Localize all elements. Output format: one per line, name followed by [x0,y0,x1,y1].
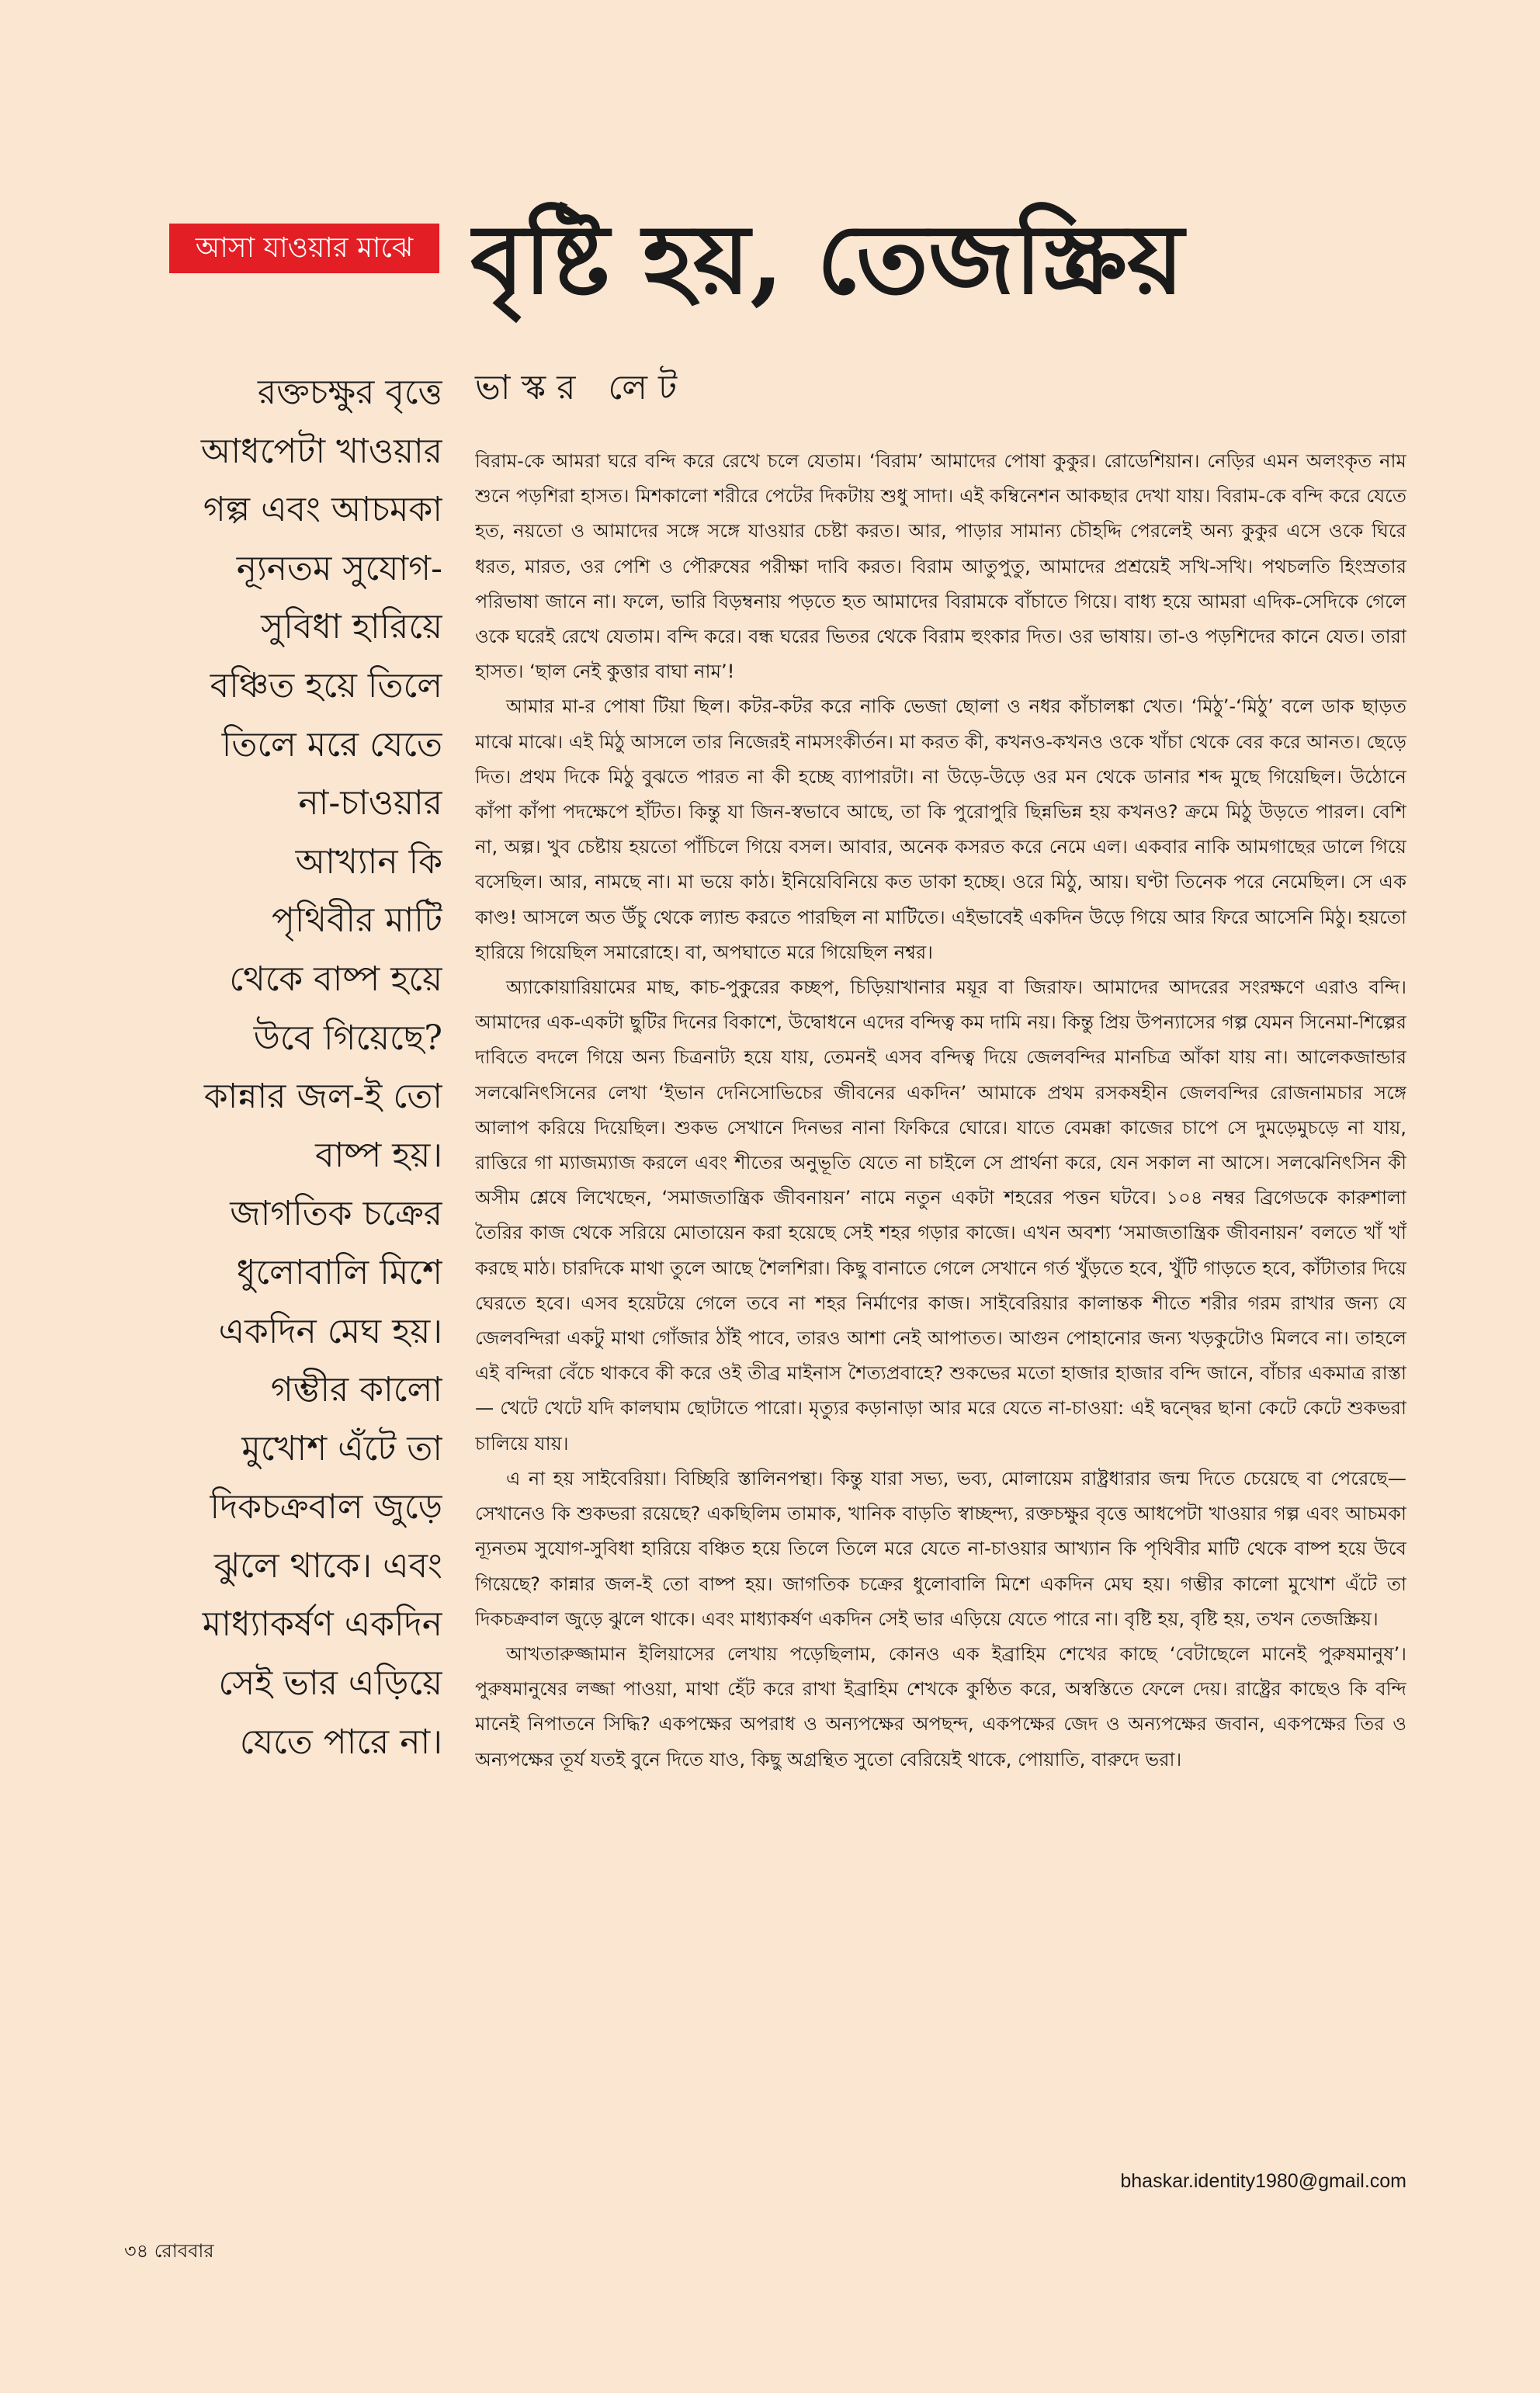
pull-quote-line: আধপেটা খাওয়ার [200,431,442,471]
article-paragraph: বিরাম-কে আমরা ঘরে বন্দি করে রেখে চলে যেতাম। ‘বিরাম’ আমাদের পোষা কুকুর। রোডেশিয়ান। নেড়ির এমন অলংকৃত নাম শুনে পড়শিরা হাসত। মিশকালো শরীরে পেটের দিকটায় শুধু সাদা। এই কম্বিনেশন আকছার দেখা যায়। বিরাম-কে বন্দি করে যেতে হত, নয়তো ও আমাদের সঙ্গে সঙ্গে যাওয়ার চেষ্টা করত। আর, পাড়ার সামান্য চৌহদ্দি পেরলেই অন্য কুকুর এসে ওকে ঘিরে ধরত, মারত, ওর পেশি ও পৌরুষের পরীক্ষা দাবি করত। বিরাম আতুপুতু, আমাদের প্রশ্রয়েই সখি-সখি। পথচলতি হিংস্রতার পরিভাষা জানে না। ফলে, ভারি বিড়ম্বনায় পড়তে হত আমাদের বিরামকে বাঁচাতে গিয়ে। বাধ্য হয়ে আমরা এদিক-সেদিকে গেলে ওকে ঘরেই রেখে যেতাম। বন্দি করে। বন্ধ ঘরের ভিতর থেকে বিরাম হুংকার দিত। ওর ভাষায়। তা-ও পড়শিদের কানে যেত। তারা হাসত। ‘ছাল নেই কুত্তার বাঘা নাম’! [475,450,1406,683]
headline: বৃষ্টি হয়, তেজস্ক্রিয় [470,203,1184,316]
pull-quote-line: কান্নার জল-ই তো [203,1077,442,1117]
pull-quote-line: বঞ্চিত হয়ে তিলে [210,665,442,706]
pull-quote-line: ধুলোবালি মিশে [236,1252,442,1292]
pull-quote-line: ন্যূনতম সুযোগ- [236,548,442,588]
pull-quote-line: থেকে বাষ্প হয়ে [229,959,442,999]
byline: ভাস্কর লেট [475,368,688,408]
pull-quote-line: সুবিধা হারিয়ে [261,607,442,647]
pull-quote-line: সেই ভার এড়িয়ে [218,1663,442,1704]
pull-quote-line: না-চাওয়ার [298,783,442,824]
pull-quote-line: আখ্যান কি [295,841,442,882]
page-folio: ৩৪ রোববার [124,2240,214,2262]
pull-quote-line: বাষ্প হয়। [315,1135,442,1175]
pull-quote-line: যেতে পারে না। [239,1722,442,1760]
pull-quote-line: দিকচক্রবাল জুড়ে [210,1487,442,1528]
article-paragraph: অ্যাকোয়ারিয়ামের মাছ, কাচ-পুকুরের কচ্ছপ, চিড়িয়াখানার ময়ূর বা জিরাফ। আমাদের আদরের সংরক্ষণে এরাও বন্দি। আমাদের এক-একটা ছুটির দিনের বিকাশে, উদ্বোধনে এদের বন্দিত্ব কম দামি নয়। কিন্তু প্রিয় উপন্যাসের গল্প যেমন সিনেমা-শিল্পের দাবিতে বদলে গিয়ে অন্য চিত্রনাট্য হয়ে যায়, তেমনই এসব বন্দিত্ব দিয়ে জেলবন্দির মানচিত্র আঁকা যায় না। আলেকজান্ডার সলঝেনিৎসিনের লেখা ‘ইভান দেনিসোভিচের জীবনের একদিন’ আমাকে প্রথম রসকষহীন জেলবন্দির রোজনামচার সঙ্গে আলাপ করিয়ে দিয়েছিল। শুকভ সেখানে দিনভর নানা ফিকিরে ঘোরে। যাতে বেমক্কা কাজের চাপে সে দুমড়েমুচড়ে না যায়, রাত্তিরে গা ম্যাজম্যাজ করলে এবং শীতের অনুভূতি যেতে না চাইলে সে প্রার্থনা করে, যেন সকাল না আসে। সলঝেনিৎসিন কী অসীম শ্লেষে লিখেছেন, ‘সমাজতান্ত্রিক জীবনায়ন’ নামে নতুন একটা শহরের পত্তন ঘটবে। ১০৪ নম্বর ব্রিগেডকে কারুশালা তৈরির কাজ থেকে সরিয়ে মোতায়েন করা হয়েছে সেই শহর গড়ার কাজে। এখন অবশ্য ‘সমাজতান্ত্রিক জীবনায়ন’ বলতে খাঁ খাঁ করছে মাঠ। চারদিকে মাথা তুলে আছে শৈলশিরা। কিছু বানাতে গেলে সেখানে গর্ত খুঁড়তে হবে, খুঁটি গাড়তে হবে, কাঁটাতার দিয়ে ঘেরতে হবে। এসব হয়েটয়ে গেলে তবে না শহর নির্মাণের কাজ। সাইবেরিয়ার কালান্তক শীতে শরীর গরম রাখার জন্য যে জেলবন্দিরা একটু মাথা গোঁজার ঠাঁই পাবে, তারও আশা নেই আপাতত। আগুন পোহানোর জন্য খড়কুটোও মিলবে না। তাহলে এই বন্দিরা বেঁচে থাকবে কী করে ওই তীব্র মাইনাস শৈত্যপ্রবাহে? শুকভের মতো হাজার হাজার বন্দি জানে, বাঁচার একমাত্র রাস্তা— খেটে খেটে যদি কালঘাম ছোটাতে পারো। মৃত্যুর কড়ানাড়া আর মরে যেতে না-চাওয়া: এই দ্বন্দ্বের ছানা কেটে কেটে শুকভরা চালিয়ে যায়। [475,976,1406,1455]
pull-quote-line: উবে গিয়েছে? [253,1018,442,1058]
article-paragraph: আখতারুজ্জামান ইলিয়াসের লেখায় পড়েছিলাম, কোনও এক ইব্রাহিম শেখের কাছে ‘বেটাছেলে মানেই পুরুষমানুষ’। পুরুষমানুষের লজ্জা পাওয়া, মাথা হেঁট করে রাখা ইব্রাহিম শেখকে কুণ্ঠিত করে, অস্বস্তিতে ফেলে দেয়। রাষ্ট্রের কাছেও কি বন্দি মানেই নিপাতনে সিদ্ধি? একপক্ষের অপরাধ ও অন্যপক্ষের অপছন্দ, একপক্ষের জেদ ও অন্যপক্ষের জবান, একপক্ষের তির ও অন্যপক্ষের তূর্য যতই বুনে দিতে যাও, কিছু অগ্রন্থিত সুতো বেরিয়েই থাকে, পোয়াতি, বারুদে ভরা। [475,1642,1406,1770]
pull-quote-line: মুখোশ এঁটে তা [241,1428,442,1469]
pull-quote-line: ঝুলে থাকে। এবং [213,1545,442,1586]
pull-quote-line: রক্তচক্ষুর বৃত্তে [257,373,442,412]
article-body [475,444,1406,2121]
article-paragraph: আমার মা-র পোষা টিয়া ছিল। কটর-কটর করে নাকি ভেজা ছোলা ও নধর কাঁচালঙ্কা খেত। ‘মিঠু’-‘মিঠু’ বলে ডাক ছাড়ত মাঝে মাঝে। এই মিঠু আসলে তার নিজেরই নামসংকীর্তন। মা করত কী, কখনও-কখনও ওকে খাঁচা থেকে বের করে আনত। ছেড়ে দিত। প্রথম দিকে মিঠু বুঝতে পারত না কী হচ্ছে ব্যাপারটা। না উড়ে-উড়ে ওর মন থেকে ডানার শব্দ মুছে গিয়েছিল। উঠোনে কাঁপা কাঁপা পদক্ষেপে হাঁটত। কিন্তু যা জিন-স্বভাবে আছে, তা কি পুরোপুরি ছিন্নভিন্ন হয় কখনও? ক্রমে মিঠু উড়তে পারল। বেশি না, অল্প। খুব চেষ্টায় হয়তো পাঁচিলে গিয়ে বসল। আবার, অনেক কসরত করে নেমে এল। একবার নাকি আমগাছের ডালে গিয়ে বসেছিল। আর, নামছে না। মা ভয়ে কাঠ। ইনিয়েবিনিয়ে কত ডাকা হচ্ছে। ওরে মিঠু, আয়। ঘণ্টা তিনেক পরে নেমেছিল। সে এক কাণ্ড! আসলে অত উঁচু থেকে ল্যান্ড করতে পারছিল না মাটিতে। এইভাবেই একদিন উড়ে গিয়ে আর ফিরে আসেনি মিঠু। হয়তো হারিয়ে গিয়েছিল সমারোহে। বা, অপঘাতে মরে গিয়েছিল নশ্বর। [475,695,1406,963]
pull-quote-line: জাগতিক চক্রের [230,1194,442,1234]
article-paragraph: এ না হয় সাইবেরিয়া। বিচ্ছিরি স্তালিনপন্থা। কিন্তু যারা সভ্য, ভব্য, মোলায়েম রাষ্ট্রধারার জন্ম দিতে চেয়েছে বা পেরেছে— সেখানেও কি শুকভরা রয়েছে? একছিলিম তামাক, খানিক বাড়তি স্বাচ্ছন্দ্য, রক্তচক্ষুর বৃত্তে আধপেটা খাওয়ার গল্প এবং আচমকা ন্যূনতম সুযোগ-সুবিধা হারিয়ে বঞ্চিত হয়ে তিলে তিলে মরে যেতে না-চাওয়ার আখ্যান কি পৃথিবীর মাটি থেকে বাষ্প হয়ে উবে গিয়েছে? কান্নার জল-ই তো বাষ্প হয়। জাগতিক চক্রের ধুলোবালি মিশে একদিন মেঘ হয়। গম্ভীর কালো মুখোশ এঁটে তা দিকচক্রবাল জুড়ে ঝুলে থাকে। এবং মাধ্যাকর্ষণ একদিন সেই ভার এড়িয়ে যেতে পারে না। বৃষ্টি হয়, বৃষ্টি হয়, তখন তেজস্ক্রিয়। [475,1467,1406,1630]
pull-quote-line: গল্প এবং আচমকা [203,490,442,530]
pull-quote [116,363,442,1760]
pull-quote-line: মাধ্যাকর্ষণ একদিন [202,1604,442,1645]
author-email: bhaskar.identity1980@gmail.com [1120,2170,1406,2192]
pull-quote-line: তিলে মরে যেতে [221,724,442,765]
pull-quote-line: গম্ভীর কালো [270,1370,442,1410]
pull-quote-line: পৃথিবীর মাটি [272,900,442,941]
pull-quote-line: একদিন মেঘ হয়। [218,1311,442,1351]
section-tag: আসা যাওয়ার মাঝে [169,224,439,273]
